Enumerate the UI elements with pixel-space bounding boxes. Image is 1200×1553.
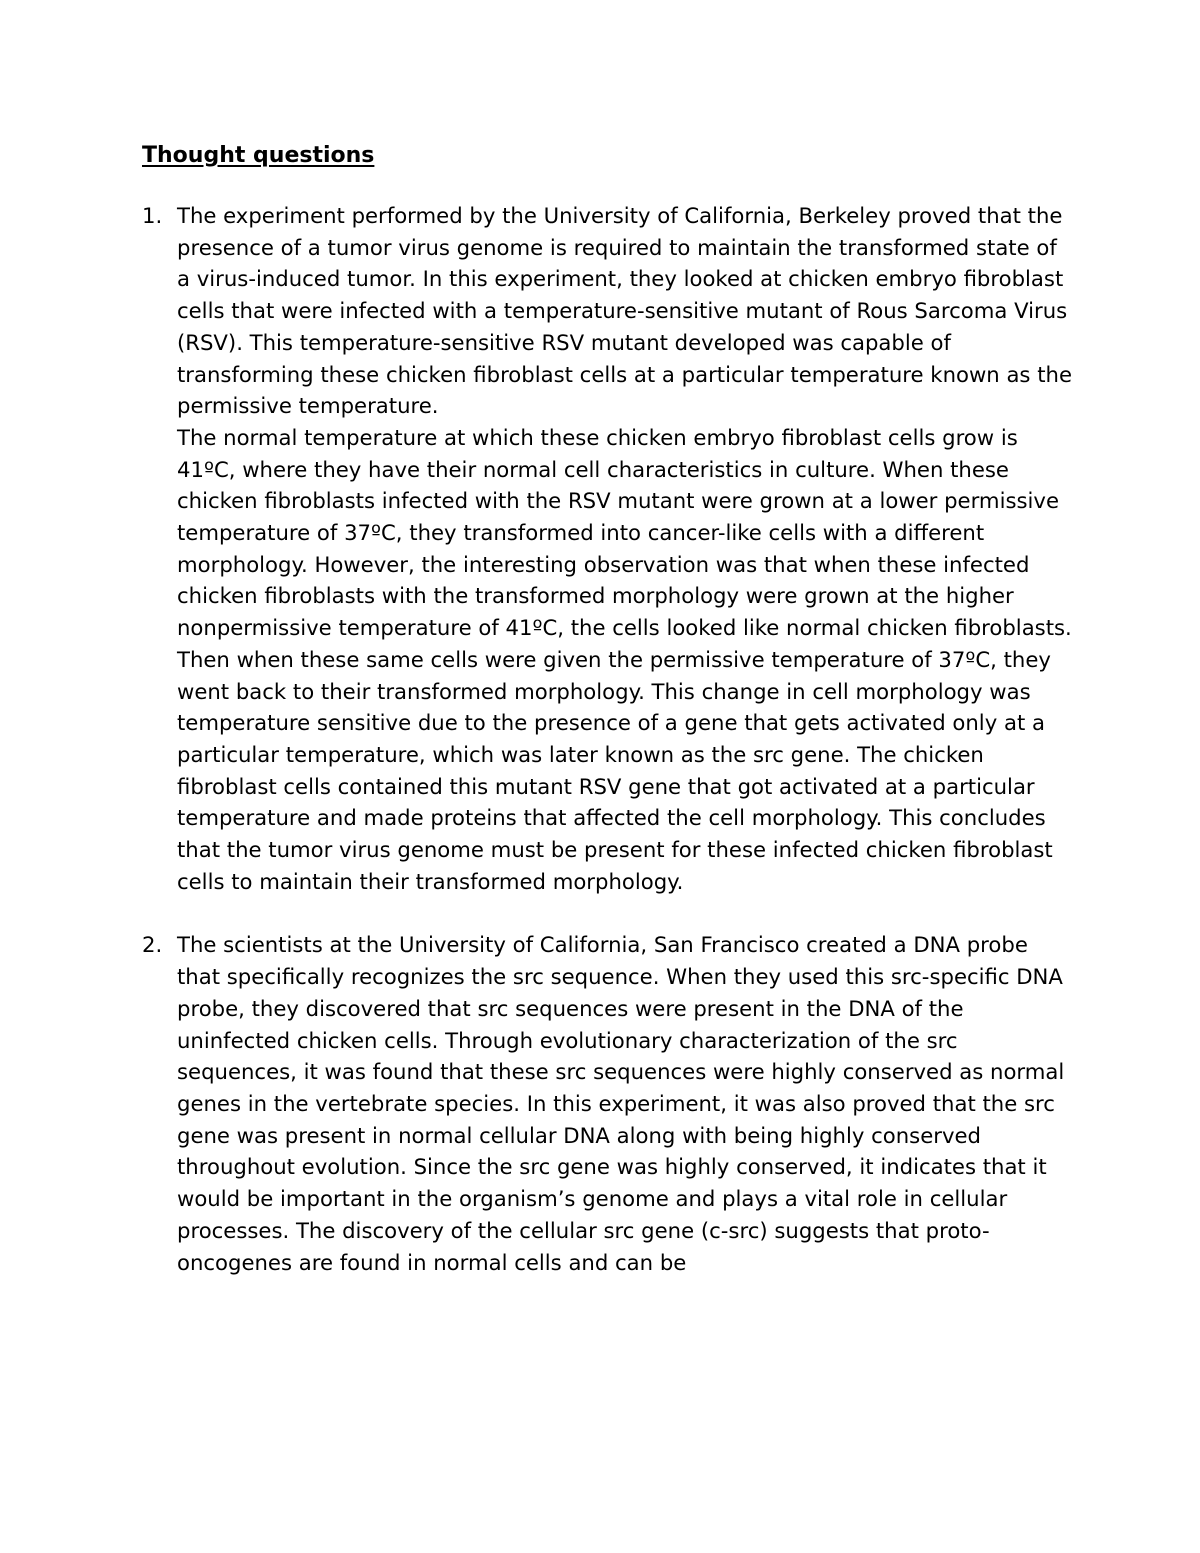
question-number: 1. [142, 203, 163, 228]
answer-paragraph: The scientists at the University of California, San Francisco created a DNA probe that specifically recognizes the src sequence. When they used this src-specific DNA probe, they discovered that src sequences were present in the DNA of the uninfected chicken cells. Through evolutionary characterization of the src sequences, it was found that these src sequences were highly conserved as normal genes in the vertebrate species. In this experiment, it was also proved that the src gene was present in normal cellular DNA along with being highly conserved throughout evolution. Since the src gene was highly conserved, it indicates that it would be important in the organism’s genome and plays a vital role in cellular processes. The discovery of the cellular src gene (c-src) suggests that proto-oncogenes are found in normal cells and can be [177, 932, 1065, 1275]
question-item-2 [142, 929, 1072, 1278]
question-number: 2. [142, 932, 163, 958]
question-answer [177, 200, 1072, 897]
question-item-1 [142, 200, 1072, 897]
question-list [142, 200, 1072, 1278]
question-answer [177, 929, 1072, 1278]
document-title: Thought questions [142, 143, 375, 168]
answer-paragraph: The normal temperature at which these chicken embryo fibroblast cells grow is 41ºC, where they have their normal cell characteristics in culture. When these chicken fibroblasts infected with the RSV mutant were grown at a lower permissive temperature of 37ºC, they transformed into cancer-like cells with a different morphology. However, the interesting observation was that when these infected chicken fibroblasts with the transformed morphology were grown at the higher nonpermissive temperature of 41ºC, the cells looked like normal chicken fibroblasts. Then when these same cells were given the permissive temperature of 37ºC, they went back to their transformed morphology. This change in cell morphology was temperature sensitive due to the presence of a gene that gets activated only at a particular temperature, which was later known as the src gene. The chicken fibroblast cells contained this mutant RSV gene that got activated at a particular temperature and made proteins that affected the cell morphology. This concludes that the tumor virus genome must be present for these infected chicken fibroblast cells to maintain their transformed morphology. [177, 424, 1072, 894]
answer-paragraph: The experiment performed by the University of California, Berkeley proved that the presence of a tumor virus genome is required to maintain the transformed state of a virus-induced tumor. In this experiment, they looked at chicken embryo fibroblast cells that were infected with a temperature-sensitive mutant of Rous Sarcoma Virus (RSV). This temperature-sensitive RSV mutant developed was capable of transforming these chicken fibroblast cells at a particular temperature known as the permissive temperature. [177, 203, 1072, 419]
